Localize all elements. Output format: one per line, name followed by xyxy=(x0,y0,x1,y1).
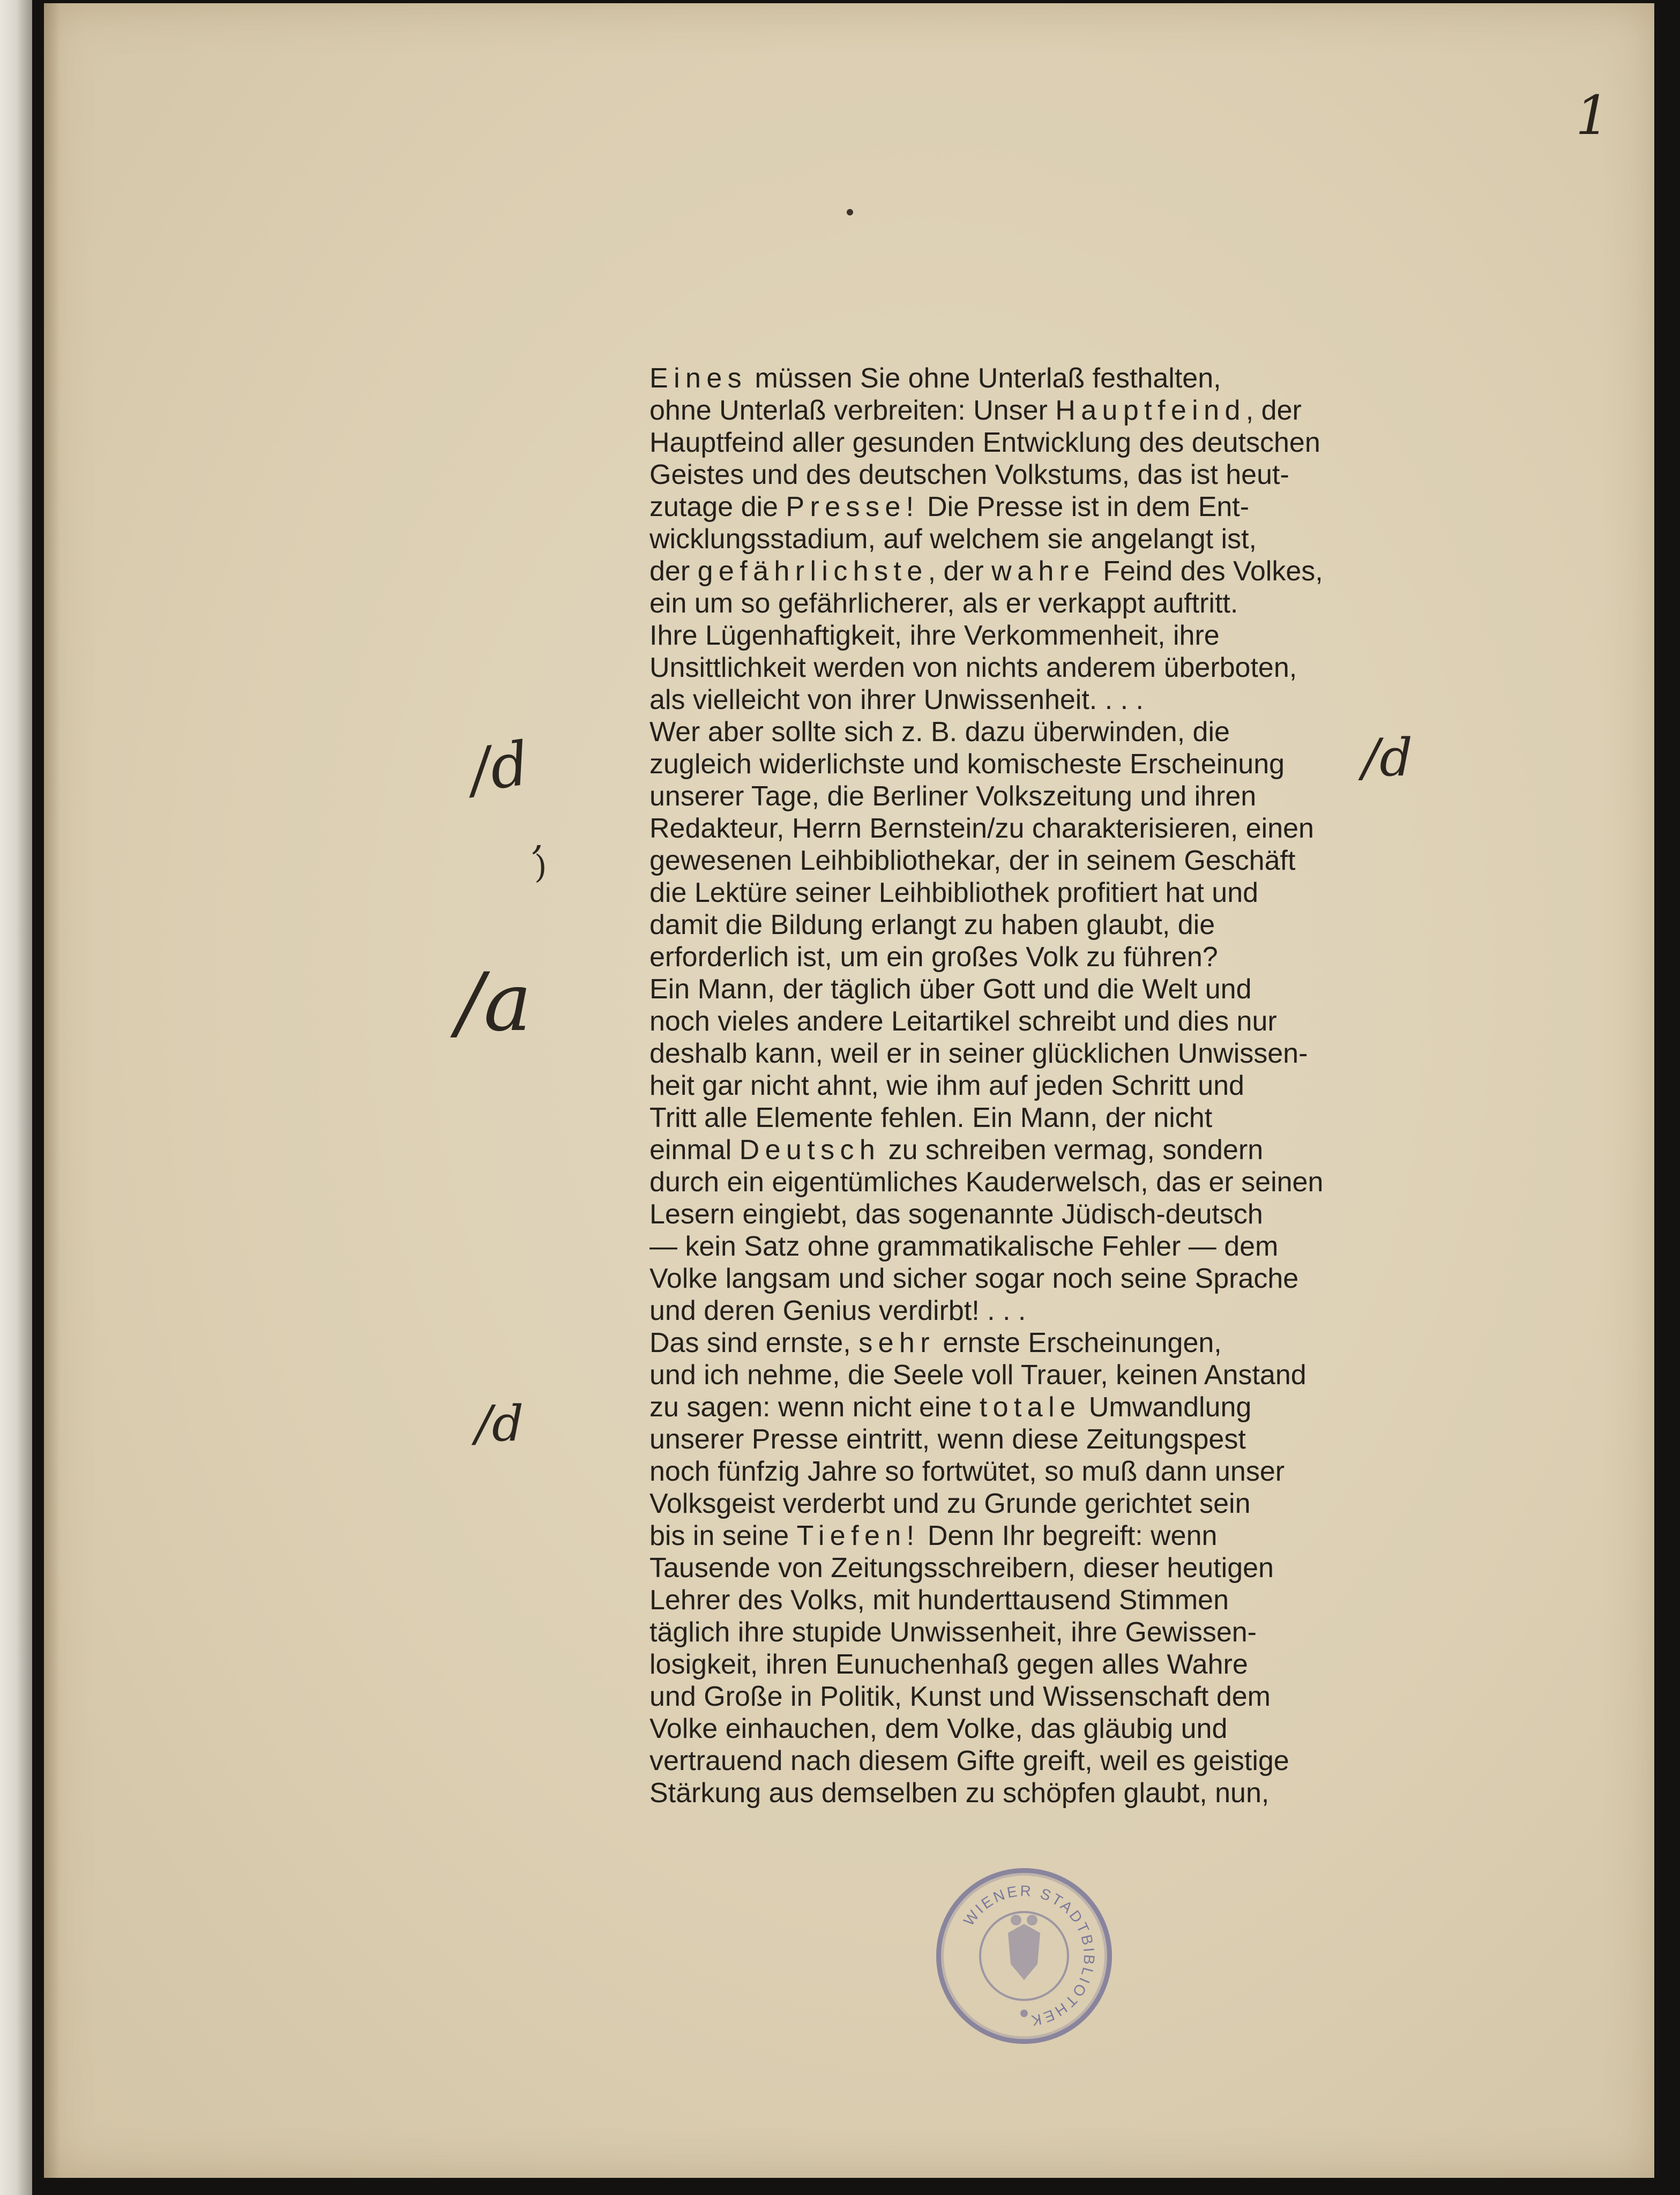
text-segment: ernste Erscheinungen, xyxy=(935,1327,1222,1358)
text-line xyxy=(580,1070,1352,1102)
paragraph xyxy=(580,716,1352,1327)
text-line xyxy=(580,1713,1352,1745)
text-segment: Geistes und des deutschen Volkstums, das ist heut- xyxy=(649,459,1289,490)
text-segment: Lesern eingiebt, das sogenannte Jüdisch-deutsch xyxy=(649,1199,1263,1230)
text-segment: Volksgeist verderbt und zu Grunde gerichtet sein xyxy=(649,1488,1251,1519)
emphasized-text: gefährlichste xyxy=(697,556,928,587)
text-segment: Unsittlichkeit werden von nichts anderem überboten, xyxy=(649,652,1297,683)
text-line xyxy=(580,652,1352,684)
emphasized-text: sehr xyxy=(858,1327,935,1358)
text-line xyxy=(580,1423,1352,1455)
margin-mark-comma: , xyxy=(532,815,544,858)
text-line xyxy=(580,909,1352,941)
text-line xyxy=(580,427,1352,459)
text-line xyxy=(580,1263,1352,1295)
text-segment: zu sagen: wenn nicht eine xyxy=(649,1392,980,1423)
emphasized-text: Eines xyxy=(649,363,748,394)
text-line xyxy=(580,1584,1352,1616)
emphasized-text: totale xyxy=(979,1392,1081,1423)
text-segment: vertrauend nach diesem Gifte greift, weil es geistige xyxy=(649,1745,1289,1776)
emphasized-text: Deutsch xyxy=(739,1134,881,1166)
text-segment: Umwandlung xyxy=(1081,1392,1252,1423)
text-segment: einmal xyxy=(649,1134,740,1166)
library-stamp-graphic xyxy=(941,1873,1107,2039)
text-segment: Ihre Lügenhaftigkeit, ihre Verkommenheit, ihre xyxy=(649,620,1220,651)
text-segment: Feind des Volkes, xyxy=(1095,556,1323,587)
text-line xyxy=(580,1681,1352,1713)
text-segment: als vielleicht von ihrer Unwissenheit. . . . xyxy=(649,684,1144,715)
margin-note-left-top: /d xyxy=(465,729,533,806)
text-segment: noch fünfzig Jahre so fortwütet, so muß dann unser xyxy=(649,1456,1285,1487)
text-line xyxy=(580,555,1352,587)
text-line xyxy=(580,394,1352,427)
text-line xyxy=(580,1005,1352,1037)
text-segment: Die Presse ist in dem Ent- xyxy=(919,491,1250,522)
text-segment: bis in seine xyxy=(649,1520,797,1551)
text-segment: Wer aber sollte sich z. B. dazu überwinden, die xyxy=(649,716,1230,748)
text-segment: losigkeit, ihren Eunuchenhaß gegen alles Wahre xyxy=(649,1649,1248,1680)
text-segment: , der xyxy=(928,556,992,587)
emphasized-text: Tiefen! xyxy=(796,1520,920,1551)
text-segment: zu schreiben vermag, sondern xyxy=(880,1134,1264,1166)
text-segment: Ein Mann, der täglich über Gott und die Welt und xyxy=(649,974,1252,1005)
margin-note-left-middle: /a xyxy=(457,956,532,1049)
text-segment: Das sind ernste, xyxy=(649,1327,859,1358)
text-segment: Tausende von Zeitungsschreibern, dieser heutigen xyxy=(649,1552,1274,1584)
text-line xyxy=(580,362,1352,394)
emphasized-text: wahre xyxy=(991,556,1095,587)
text-segment: damit die Bildung erlangt zu haben glaubt, die xyxy=(649,909,1215,940)
text-segment: Volke einhauchen, dem Volke, das gläubig und xyxy=(649,1713,1228,1744)
text-line xyxy=(580,1230,1352,1263)
text-line xyxy=(580,587,1352,619)
emphasized-text: Hauptfeind xyxy=(1055,395,1246,426)
text-segment: unserer Tage, die Berliner Volkszeitung und ihren xyxy=(649,781,1257,812)
text-line xyxy=(580,459,1352,491)
text-segment: Volke langsam und sicher sogar noch seine Sprache xyxy=(649,1263,1299,1294)
text-segment: zugleich widerlichste und komischeste Erscheinung xyxy=(649,749,1285,780)
text-line xyxy=(580,1391,1352,1423)
text-segment: zutage die xyxy=(649,491,786,522)
ink-speck xyxy=(847,209,853,215)
text-line xyxy=(580,748,1352,780)
text-line xyxy=(580,1359,1352,1391)
text-line xyxy=(580,1455,1352,1488)
text-segment: Redakteur, Herrn Bernstein/zu charakterisieren, einen xyxy=(649,813,1314,844)
text-segment: ohne Unterlaß verbreiten: Unser xyxy=(649,395,1056,426)
text-line xyxy=(580,812,1352,845)
text-segment: unserer Presse eintritt, wenn diese Zeitungspest xyxy=(649,1424,1246,1455)
paragraph xyxy=(580,1327,1352,1809)
coat-of-arms-icon xyxy=(1008,1915,1040,1980)
text-segment: Lehrer des Volks, mit hunderttausend Stimmen xyxy=(649,1585,1229,1616)
library-stamp-text: WIENER STADTBIBLIOTHEK xyxy=(960,1882,1098,2029)
text-line xyxy=(580,1166,1352,1198)
text-line xyxy=(580,1616,1352,1648)
text-segment: müssen Sie ohne Unterlaß festhalten, xyxy=(747,363,1221,394)
text-line xyxy=(580,1134,1352,1166)
library-stamp xyxy=(936,1868,1112,2044)
text-line xyxy=(580,1037,1352,1070)
text-segment: täglich ihre stupide Unwissenheit, ihre Gewissen- xyxy=(649,1617,1257,1648)
text-line xyxy=(580,716,1352,748)
page-number: 1 xyxy=(1576,84,1610,147)
text-segment: ein um so gefährlicherer, als er verkappt auftritt. xyxy=(649,588,1238,619)
text-segment: Stärkung aus demselben zu schöpfen glaubt, nun, xyxy=(649,1778,1270,1809)
text-line xyxy=(580,1745,1352,1777)
text-segment: wicklungsstadium, auf welchem sie angelangt ist, xyxy=(649,524,1257,555)
text-line xyxy=(580,1520,1352,1552)
text-line xyxy=(580,523,1352,555)
margin-mark-bracket: ) xyxy=(534,848,547,886)
text-line xyxy=(580,1488,1352,1520)
text-segment: und Große in Politik, Kunst und Wissenschaft dem xyxy=(649,1681,1271,1712)
scanner-background-strip xyxy=(0,0,32,2195)
text-segment: noch vieles andere Leitartikel schreibt und dies nur xyxy=(649,1006,1277,1037)
text-segment: gewesenen Leihbibliothekar, der in seinem Geschäft xyxy=(649,845,1296,876)
text-segment: , der xyxy=(1245,395,1302,426)
text-line xyxy=(580,619,1352,652)
text-line xyxy=(580,1198,1352,1230)
text-line xyxy=(580,973,1352,1005)
text-line xyxy=(580,684,1352,716)
text-line xyxy=(580,1295,1352,1327)
text-segment: der xyxy=(649,556,698,587)
text-segment: und deren Genius verdirbt! . . . xyxy=(649,1295,1026,1326)
text-line xyxy=(580,845,1352,877)
text-line xyxy=(580,780,1352,812)
text-line xyxy=(580,1102,1352,1134)
paragraph xyxy=(580,362,1352,716)
text-line xyxy=(580,1777,1352,1809)
document-page xyxy=(44,3,1654,2178)
body-text xyxy=(580,362,1352,1809)
text-segment: Tritt alle Elemente fehlen. Ein Mann, der nicht xyxy=(649,1102,1213,1133)
text-segment: durch ein eigentümliches Kauderwelsch, das er seinen xyxy=(649,1167,1324,1198)
text-line xyxy=(580,1552,1352,1584)
text-segment: deshalb kann, weil er in seiner glücklichen Unwissen- xyxy=(649,1038,1308,1069)
text-line xyxy=(580,1648,1352,1681)
emphasized-text: Presse! xyxy=(786,491,920,522)
text-line xyxy=(580,1327,1352,1359)
text-segment: erforderlich ist, um ein großes Volk zu führen? xyxy=(649,942,1218,973)
margin-note-right-top: /d xyxy=(1362,728,1413,788)
text-segment: die Lektüre seiner Leihbibliothek profitiert hat und xyxy=(649,877,1259,908)
text-segment: und ich nehme, die Seele voll Trauer, keinen Anstand xyxy=(649,1360,1306,1391)
text-segment: — kein Satz ohne grammatikalische Fehler — dem xyxy=(649,1231,1279,1262)
text-segment: heit gar nicht ahnt, wie ihm auf jeden Schritt und xyxy=(649,1070,1244,1101)
text-line xyxy=(580,491,1352,523)
text-line xyxy=(580,877,1352,909)
margin-note-left-lower: /d xyxy=(475,1395,524,1452)
text-segment: Denn Ihr begreift: wenn xyxy=(920,1520,1218,1551)
text-segment: Hauptfeind aller gesunden Entwicklung des deutschen xyxy=(649,427,1320,458)
text-line xyxy=(580,941,1352,973)
